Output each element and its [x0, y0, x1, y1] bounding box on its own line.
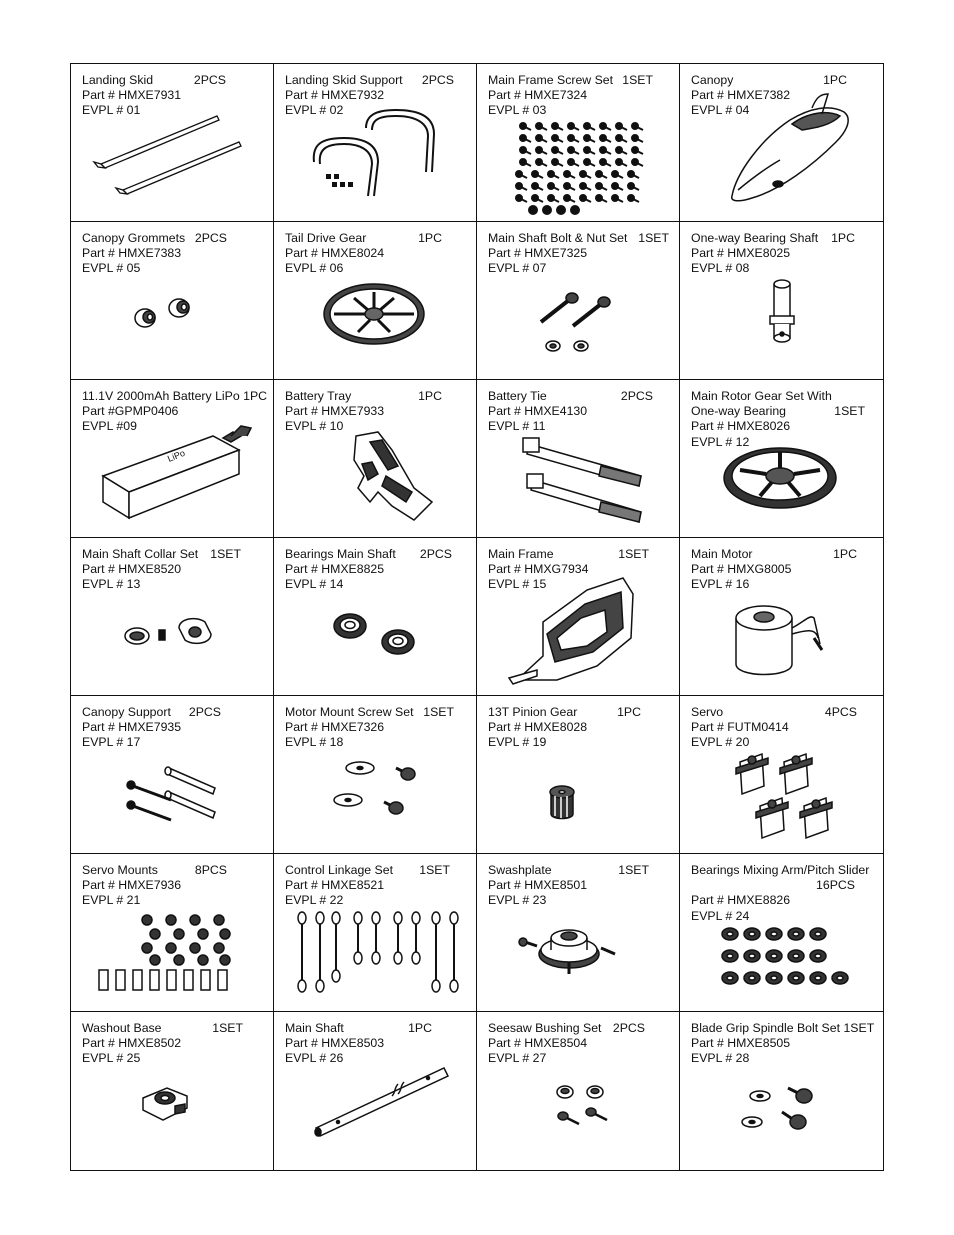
evpl-number: EVPL # 28 — [691, 1051, 750, 1066]
part-qty: 4PCS — [824, 705, 857, 719]
part-number: Part # FUTM0414 — [691, 720, 789, 735]
canopy-support-icon — [71, 696, 274, 854]
part-qty: 8PCS — [194, 863, 227, 877]
part-number: Part # HMXE8026 — [691, 419, 791, 434]
part-name: Main Shaft — [285, 1021, 344, 1035]
motor-mount-screw-icon — [274, 696, 477, 854]
part-name-2: One-way Bearing — [691, 404, 787, 419]
part-qty: 1SET — [622, 73, 653, 87]
part-number: Part # HMXE7935 — [82, 720, 182, 735]
washout-base-icon — [71, 1012, 274, 1170]
part-name: Battery Tie — [488, 389, 547, 403]
evpl-number: EVPL # 17 — [82, 735, 141, 750]
part-cell-22 — [274, 854, 477, 1012]
part-qty: 1SET — [423, 705, 454, 719]
evpl-number: EVPL #09 — [82, 419, 137, 434]
part-qty: 1SET — [618, 863, 649, 877]
evpl-number: EVPL # 18 — [285, 735, 344, 750]
part-cell-05 — [71, 222, 274, 380]
evpl-number: EVPL # 27 — [488, 1051, 547, 1066]
part-cell-15 — [477, 538, 680, 696]
part-name: Blade Grip Spindle Bolt Set — [691, 1021, 841, 1035]
part-cell-08 — [680, 222, 883, 380]
part-qty: 1PC — [617, 705, 641, 719]
part-number: Part # HMXE8825 — [285, 562, 385, 577]
small-bearings-icon — [680, 854, 883, 1012]
linkage-set-icon — [274, 854, 477, 1012]
evpl-number: EVPL # 23 — [488, 893, 547, 908]
evpl-number: EVPL # 07 — [488, 261, 547, 276]
evpl-number: EVPL # 10 — [285, 419, 344, 434]
pinion-gear-icon — [477, 696, 680, 854]
part-number: Part # HMXE7936 — [82, 878, 182, 893]
part-name: Servo Mounts — [82, 863, 158, 877]
part-cell-03 — [477, 64, 680, 222]
servo-icon — [680, 696, 883, 854]
evpl-number: EVPL # 01 — [82, 103, 141, 118]
part-name: Canopy — [691, 73, 734, 87]
part-number: Part # HMXG7934 — [488, 562, 589, 577]
spindle-bolt-icon — [680, 1012, 883, 1170]
bearing-shaft-icon — [680, 222, 883, 380]
part-cell-12 — [680, 380, 883, 538]
part-cell-20 — [680, 696, 883, 854]
part-name: Main Frame Screw Set — [488, 73, 614, 87]
part-number: Part # HMXE8025 — [691, 246, 791, 261]
part-cell-24 — [680, 854, 883, 1012]
battery-label: LiPo — [166, 447, 187, 464]
bolt-nut-set-icon — [477, 222, 680, 380]
evpl-number: EVPL # 12 — [691, 434, 750, 449]
part-name: Seesaw Bushing Set — [488, 1021, 602, 1035]
part-number: Part # HMXE8502 — [82, 1036, 182, 1051]
part-qty: 1PC — [418, 389, 442, 403]
part-name: Control Linkage Set — [285, 863, 394, 877]
part-qty: 1SET — [638, 231, 669, 245]
evpl-number: EVPL # 19 — [488, 735, 547, 750]
evpl-number: EVPL # 16 — [691, 577, 750, 592]
part-cell-21 — [71, 854, 274, 1012]
part-number: Part # HMXE8505 — [691, 1036, 791, 1051]
part-number: Part # HMXE8521 — [285, 878, 385, 893]
part-cell-09 — [71, 380, 274, 538]
part-qty: 1PC — [831, 231, 855, 245]
part-qty: 1SET — [843, 1021, 875, 1035]
part-cell-06 — [274, 222, 477, 380]
part-qty: 16PCS — [816, 878, 855, 893]
motor-icon — [680, 538, 883, 696]
evpl-number: EVPL # 11 — [488, 419, 546, 434]
screw-set-icon — [477, 64, 680, 222]
evpl-number: EVPL # 02 — [285, 103, 344, 118]
part-cell-11 — [477, 380, 680, 538]
landing-skid-icon — [71, 64, 274, 222]
part-name: Bearings Mixing Arm/Pitch Slider — [691, 863, 870, 877]
evpl-number: EVPL # 03 — [488, 103, 547, 118]
part-qty: 2PCS — [188, 705, 221, 719]
part-name: Swashplate — [488, 863, 552, 877]
part-number: Part # HMXE8520 — [82, 562, 182, 577]
part-cell-26 — [274, 1012, 477, 1170]
part-name: One-way Bearing Shaft — [691, 231, 819, 245]
part-number: Part # HMXE8028 — [488, 720, 588, 735]
evpl-number: EVPL # 05 — [82, 261, 141, 276]
part-number: Part # HMXE7932 — [285, 88, 385, 103]
part-qty: 1PC — [823, 73, 847, 87]
part-name: Motor Mount Screw Set — [285, 705, 414, 719]
part-name: Main Frame — [488, 547, 554, 561]
part-cell-10 — [274, 380, 477, 538]
part-cell-19 — [477, 696, 680, 854]
part-qty: 2PCS — [193, 73, 226, 87]
part-name: Washout Base — [82, 1021, 162, 1035]
part-cell-07 — [477, 222, 680, 380]
evpl-number: EVPL # 21 — [82, 893, 141, 908]
servo-mounts-icon — [71, 854, 274, 1012]
part-name: Servo — [691, 705, 724, 719]
evpl-number: EVPL # 25 — [82, 1051, 141, 1066]
part-number: Part # HMXE8826 — [691, 893, 791, 908]
part-number: Part # HMXE7382 — [691, 88, 791, 103]
evpl-number: EVPL # 08 — [691, 261, 750, 276]
part-name: Canopy Support — [82, 705, 171, 719]
evpl-number: EVPL # 20 — [691, 735, 750, 750]
evpl-number: EVPL # 13 — [82, 577, 141, 592]
part-name: Main Shaft Collar Set — [82, 547, 199, 561]
part-number: Part # HMXE8501 — [488, 878, 588, 893]
canopy-icon — [680, 64, 883, 222]
part-cell-23 — [477, 854, 680, 1012]
main-shaft-icon — [274, 1012, 477, 1170]
part-name: Main Motor — [691, 547, 753, 561]
part-number: Part # HMXG8005 — [691, 562, 792, 577]
tail-drive-gear-icon — [274, 222, 477, 380]
part-cell-27 — [477, 1012, 680, 1170]
part-qty: 2PCS — [419, 547, 452, 561]
landing-skid-support-icon — [274, 64, 477, 222]
part-cell-16 — [680, 538, 883, 696]
evpl-number: EVPL # 24 — [691, 908, 750, 923]
evpl-number: EVPL # 15 — [488, 577, 547, 592]
part-qty: 2PCS — [421, 73, 454, 87]
part-cell-14 — [274, 538, 477, 696]
part-cell-04 — [680, 64, 883, 222]
part-cell-25 — [71, 1012, 274, 1170]
part-number: Part # HMXE7383 — [82, 246, 182, 261]
grommets-icon — [71, 222, 274, 380]
part-name: Main Shaft Bolt & Nut Set — [488, 231, 628, 245]
part-number: Part # HMXE7326 — [285, 720, 385, 735]
part-qty: 2PCS — [612, 1021, 645, 1035]
shaft-collar-icon — [71, 538, 274, 696]
part-name: Main Rotor Gear Set With — [691, 389, 832, 403]
part-cell-01 — [71, 64, 274, 222]
part-qty: 2PCS — [194, 231, 227, 245]
part-number: Part # HMXE8503 — [285, 1036, 385, 1051]
part-cell-18 — [274, 696, 477, 854]
part-number: Part # HMXE4130 — [488, 404, 588, 419]
part-qty: 1SET — [212, 1021, 243, 1035]
part-name: 13T Pinion Gear — [488, 705, 578, 719]
part-qty: 1SET — [419, 863, 450, 877]
parts-grid — [70, 63, 884, 1171]
part-qty: 1SET — [834, 404, 865, 419]
evpl-number: EVPL # 06 — [285, 261, 344, 276]
part-qty: 1SET — [210, 547, 241, 561]
seesaw-bushing-icon — [477, 1012, 680, 1170]
part-name: Tail Drive Gear — [285, 231, 367, 245]
part-number: Part # HMXE7931 — [82, 88, 182, 103]
part-name: Canopy Grommets — [82, 231, 186, 245]
part-number: Part #GPMP0406 — [82, 404, 179, 419]
part-name: Landing Skid Support — [285, 73, 403, 87]
part-cell-13 — [71, 538, 274, 696]
evpl-number: EVPL # 26 — [285, 1051, 344, 1066]
part-qty: 2PCS — [620, 389, 653, 403]
part-number: Part # HMXE7324 — [488, 88, 588, 103]
part-number: Part # HMXE7325 — [488, 246, 588, 261]
evpl-number: EVPL # 22 — [285, 893, 344, 908]
swashplate-icon — [477, 854, 680, 1012]
evpl-number: EVPL # 04 — [691, 103, 750, 118]
part-qty: 1PC — [833, 547, 857, 561]
main-frame-icon — [477, 538, 680, 696]
part-qty: 1PC — [243, 389, 268, 403]
part-number: Part # HMXE7933 — [285, 404, 385, 419]
battery-icon — [71, 380, 274, 538]
part-number: Part # HMXE8024 — [285, 246, 385, 261]
part-cell-28 — [680, 1012, 883, 1170]
battery-tie-icon — [477, 380, 680, 538]
part-cell-17 — [71, 696, 274, 854]
main-rotor-gear-icon — [680, 380, 883, 538]
part-qty: 1SET — [618, 547, 649, 561]
part-cell-02 — [274, 64, 477, 222]
part-qty: 1PC — [408, 1021, 432, 1035]
part-name: Battery Tray — [285, 389, 352, 403]
part-name: Landing Skid — [82, 73, 154, 87]
part-name: Bearings Main Shaft — [285, 547, 396, 561]
part-qty: 1PC — [418, 231, 442, 245]
part-name: 11.1V 2000mAh Battery LiPo — [82, 389, 240, 403]
bearings-icon — [274, 538, 477, 696]
battery-tray-icon — [274, 380, 477, 538]
evpl-number: EVPL # 14 — [285, 577, 344, 592]
part-number: Part # HMXE8504 — [488, 1036, 588, 1051]
